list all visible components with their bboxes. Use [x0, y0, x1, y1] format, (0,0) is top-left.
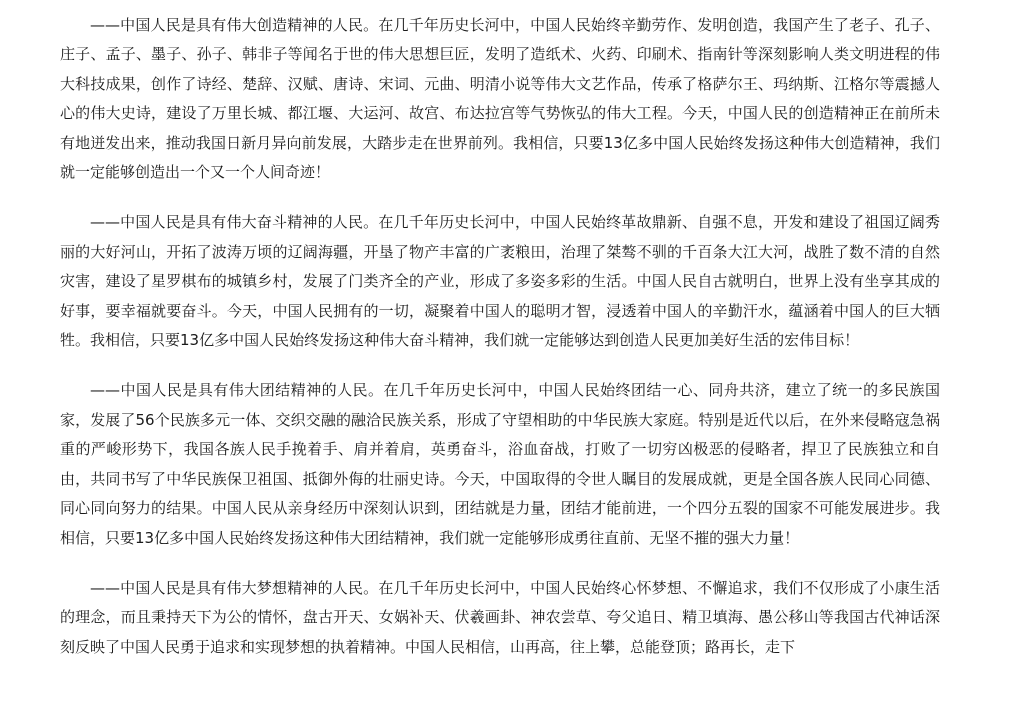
- paragraph-creation-spirit: ——中国人民是具有伟大创造精神的人民。在几千年历史长河中，中国人民始终辛勤劳作、发明创造，我国产生了老子、孔子、庄子、孟子、墨子、孙子、韩非子等闻名于世的伟大思想巨匠，发明了造纸术、火药、印刷术、指南针等深刻影响人类文明进程的伟大科技成果，创作了诗经、楚辞、汉赋、唐诗、宋词、元曲、明清小说等伟大文艺作品，传承了格萨尔王、玛纳斯、江格尔等震撼人心的伟大史诗，建设了万里长城、都江堰、大运河、故宫、布达拉宫等气势恢弘的伟大工程。今天，中国人民的创造精神正在前所未有地迸发出来，推动我国日新月异向前发展，大踏步走在世界前列。我相信，只要13亿多中国人民始终发扬这种伟大创造精神，我们就一定能够创造出一个又一个人间奇迹！: [60, 16, 940, 182]
- paragraph-unity-spirit: ——中国人民是具有伟大团结精神的人民。在几千年历史长河中，中国人民始终团结一心、同舟共济，建立了统一的多民族国家，发展了56个民族多元一体、交织交融的融洽民族关系，形成了守望相助的中华民族大家庭。特别是近代以后，在外来侵略寇急祸重的严峻形势下，我国各族人民手挽着手、肩并着肩，英勇奋斗，浴血奋战，打败了一切穷凶极恶的侵略者，捍卫了民族独立和自由，共同书写了中华民族保卫祖国、抵御外侮的壮丽史诗。今天，中国取得的令世人瞩目的发展成就，更是全国各族人民同心同德、同心同向努力的结果。中国人民从亲身经历中深刻认识到，团结就是力量，团结才能前进，一个四分五裂的国家不可能发展进步。我相信，只要13亿多中国人民始终发扬这种伟大团结精神，我们就一定能够形成勇往直前、无坚不摧的强大力量！: [60, 381, 940, 547]
- paragraph-struggle-spirit: ——中国人民是具有伟大奋斗精神的人民。在几千年历史长河中，中国人民始终革故鼎新、自强不息，开发和建设了祖国辽阔秀丽的大好河山，开拓了波涛万顷的辽阔海疆，开垦了物产丰富的广袤粮田，治理了桀骜不驯的千百条大江大河，战胜了数不清的自然灾害，建设了星罗棋布的城镇乡村，发展了门类齐全的产业，形成了多姿多彩的生活。中国人民自古就明白，世界上没有坐享其成的好事，要幸福就要奋斗。今天，中国人民拥有的一切，凝聚着中国人的聪明才智，浸透着中国人的辛勤汗水，蕴涵着中国人的巨大牺牲。我相信，只要13亿多中国人民始终发扬这种伟大奋斗精神，我们就一定能够达到创造人民更加美好生活的宏伟目标！: [60, 213, 940, 350]
- article-body: [60, 0, 940, 672]
- paragraph-dream-spirit: ——中国人民是具有伟大梦想精神的人民。在几千年历史长河中，中国人民始终心怀梦想、不懈追求，我们不仅形成了小康生活的理念，而且秉持天下为公的情怀，盘古开天、女娲补天、伏羲画卦、神农尝草、夸父追日、精卫填海、愚公移山等我国古代神话深刻反映了中国人民勇于追求和实现梦想的执着精神。中国人民相信，山再高，往上攀，总能登顶；路再长，走下: [60, 578, 940, 656]
